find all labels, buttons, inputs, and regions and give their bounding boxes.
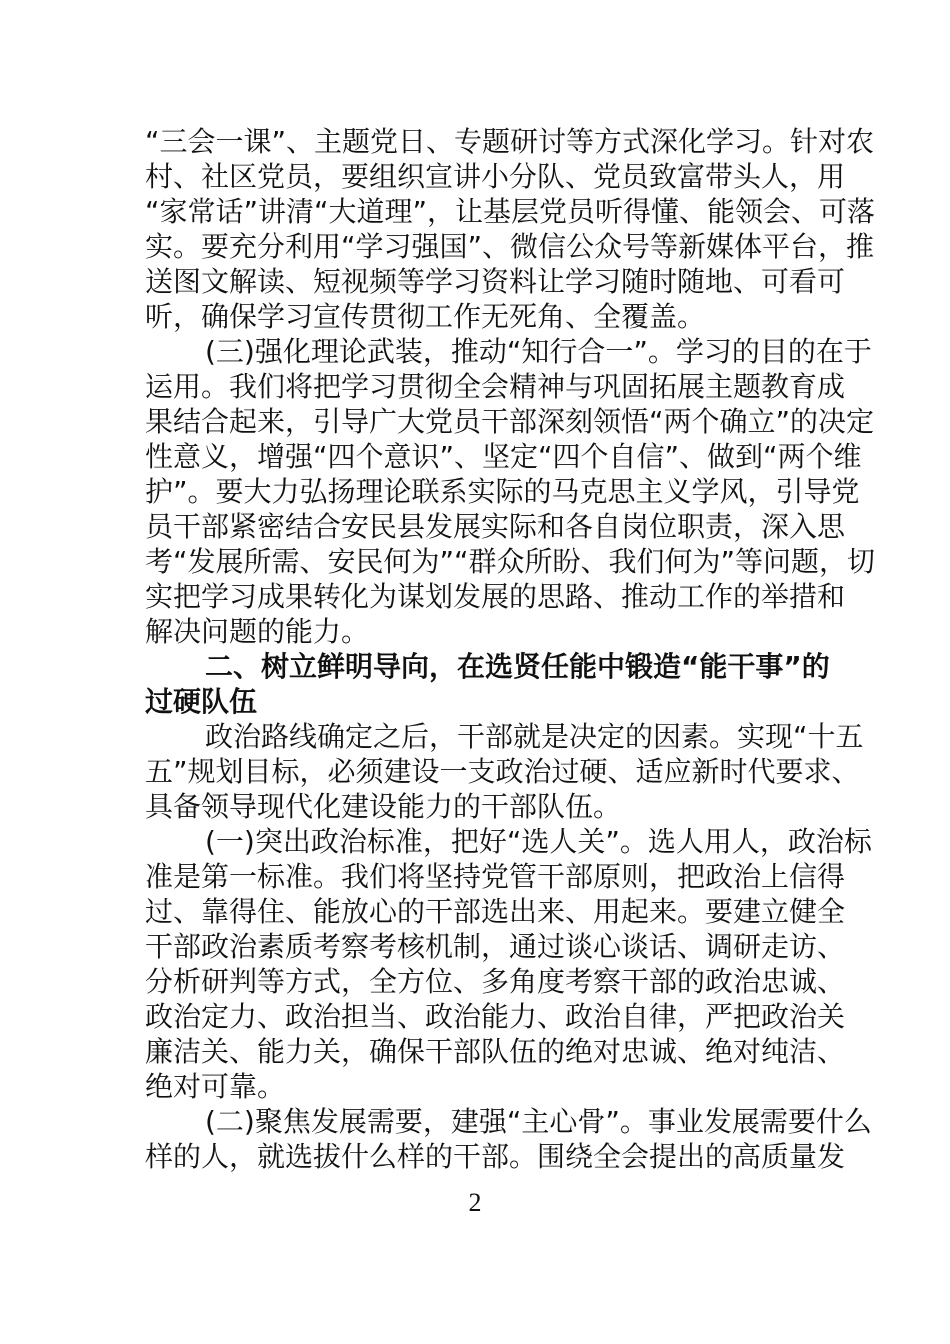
text-line: 解决问题的能力。 — [145, 615, 370, 648]
text-line: 实把学习成果转化为谋划发展的思路、推动工作的举措和 — [145, 580, 846, 613]
text-line: 考“发展所需、安民何为”“群众所盼、我们何为”等问题，切 — [145, 545, 876, 578]
text-line: “家常话”讲清“大道理”，让基层党员听得懂、能领会、可落 — [145, 195, 876, 228]
text-line: 政治定力、政治担当、政治能力、政治自律，严把政治关 — [145, 1000, 846, 1033]
text-line: 干部政治素质考察考核机制，通过谈心谈话、调研走访、 — [145, 930, 846, 963]
text-line: 运用。我们将把学习贯彻全会精神与巩固拓展主题教育成 — [145, 370, 846, 403]
text-line: 分析研判等方式，全方位、多角度考察干部的政治忠诚、 — [145, 965, 846, 998]
paragraph — [145, 1104, 872, 1174]
paragraph — [145, 124, 876, 334]
text-line: (一)突出政治标准，把好“选人关”。选人用人，政治标 — [205, 825, 872, 858]
text-line: (二)聚焦发展需要，建强“主心骨”。事业发展需要什么 — [205, 1105, 872, 1138]
body-text — [145, 124, 876, 1174]
text-line: (三)强化理论武装，推动“知行合一”。学习的目的在于 — [205, 335, 872, 368]
text-line: 政治路线确定之后，干部就是决定的因素。实现“十五 — [205, 720, 864, 753]
text-line: 样的人，就选拔什么样的干部。围绕全会提出的高质量发 — [145, 1140, 846, 1173]
text-line: 五”规划目标，必须建设一支政治过硬、适应新时代要求、 — [145, 755, 860, 788]
text-line: 护”。要大力弘扬理论联系实际的马克思主义学风，引导党 — [145, 475, 860, 508]
text-line: 员干部紧密结合安民县发展实际和各自岗位职责，深入思 — [145, 510, 846, 543]
paragraph — [145, 719, 864, 824]
text-line: 果结合起来，引导广大党员干部深刻领悟“两个确立”的决定 — [145, 405, 875, 438]
text-line: 二、树立鲜明导向，在选贤任能中锻造“能干事”的 — [205, 650, 830, 683]
text-line: 送图文解读、短视频等学习资料让学习随时随地、可看可 — [145, 265, 846, 298]
text-line: 村、社区党员，要组织宣讲小分队、党员致富带头人，用 — [145, 160, 846, 193]
text-line: 过硬队伍 — [145, 685, 258, 718]
text-line: 性意义，增强“四个意识”、坚定“四个自信”、做到“两个维 — [145, 440, 862, 473]
text-line: 听，确保学习宣传贯彻工作无死角、全覆盖。 — [145, 300, 706, 333]
text-line: “三会一课”、主题党日、专题研讨等方式深化学习。针对农 — [145, 125, 875, 158]
section-heading — [145, 649, 830, 719]
text-line: 过、靠得住、能放心的干部选出来、用起来。要建立健全 — [145, 895, 846, 928]
text-line: 准是第一标准。我们将坚持党管干部原则，把政治上信得 — [145, 860, 846, 893]
paragraph — [145, 824, 872, 1104]
text-line: 绝对可靠。 — [145, 1070, 286, 1103]
text-line: 具备领导现代化建设能力的干部队伍。 — [145, 790, 622, 823]
text-line: 实。要充分利用“学习强国”、微信公众号等新媒体平台，推 — [145, 230, 875, 263]
text-line: 廉洁关、能力关，确保干部队伍的绝对忠诚、绝对纯洁、 — [145, 1035, 846, 1068]
paragraph — [145, 334, 876, 649]
page-number: 2 — [468, 1188, 482, 1217]
